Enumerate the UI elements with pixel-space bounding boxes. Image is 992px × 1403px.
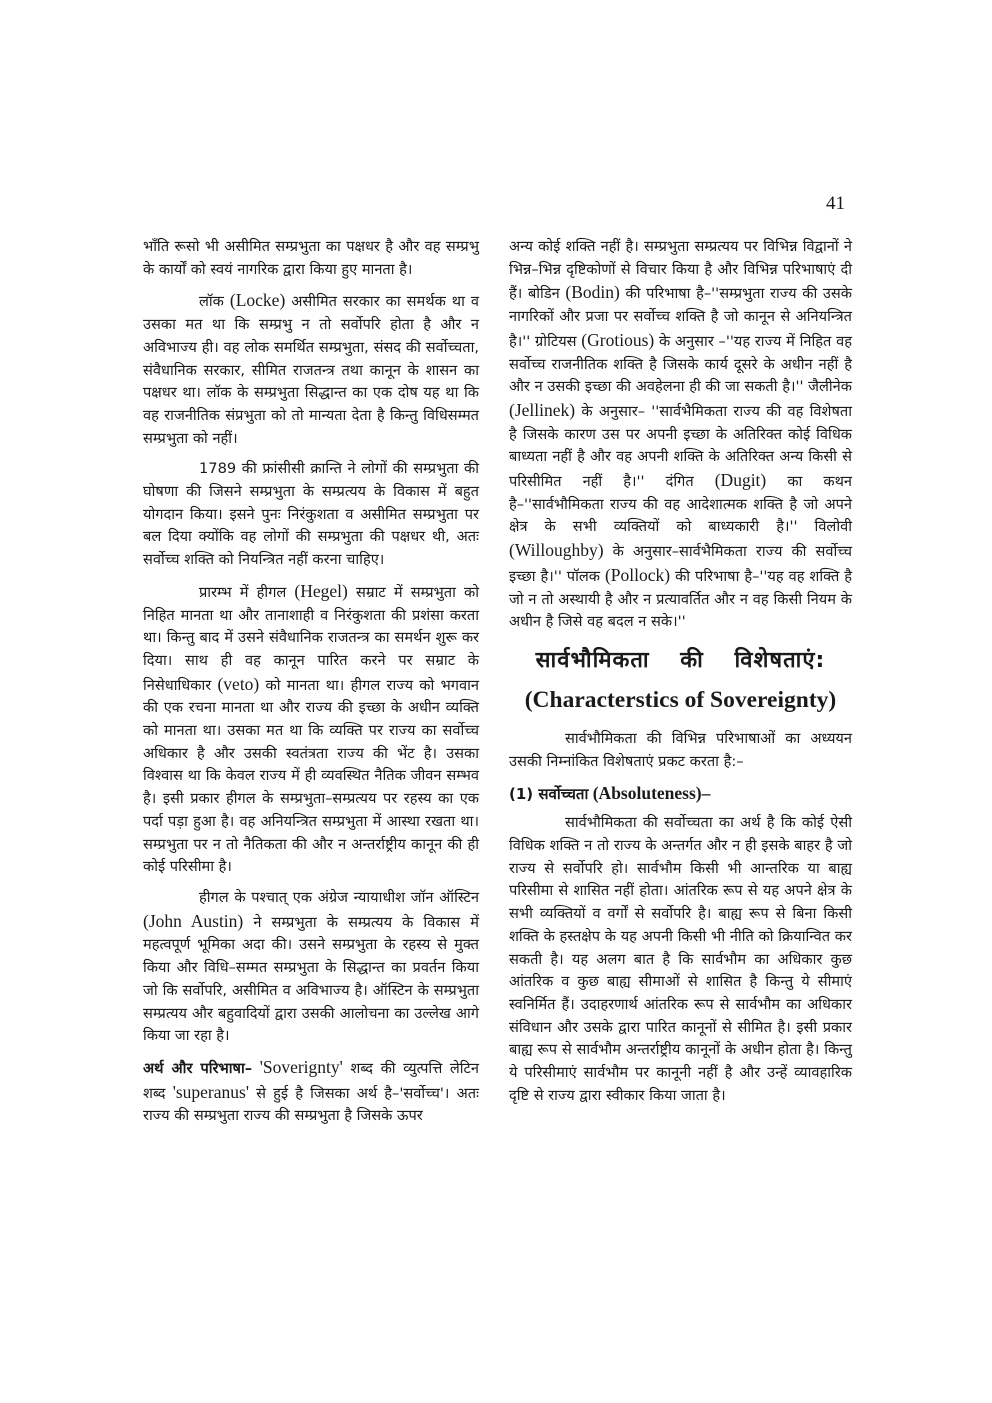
- paragraph-characteristics-intro: सार्वभौमिकता की विभिन्न परिभाषाओं का अध्ययन उसकी निम्नांकित विशेषताएं प्रकट करता है:–: [509, 729, 852, 770]
- latin-term: (Pollock): [604, 564, 671, 585]
- latin-term: (veto): [217, 673, 260, 694]
- latin-term: 'Soverignty': [259, 1056, 343, 1077]
- latin-term: (Dugit): [714, 470, 767, 491]
- page-number: 41: [826, 193, 845, 214]
- subheading-number: (1) सर्वोच्चता: [509, 785, 589, 804]
- subheading-absoluteness: [509, 781, 852, 806]
- subheading-english: (Absoluteness)–: [588, 783, 711, 804]
- paragraph-absoluteness: सार्वभौमिकता की सर्वोच्चता का अर्थ है कि कोई ऐसी विधिक शक्ति न तो राज्य के अन्तर्गत और न ही इसके बाहर है जो राज्य से सर्वोपरि हो। सार्वभौम किसी भी आन्तरिक या बाह्य परिसीमा से शासित नहीं होता। आंतरिक रूप से यह अपने क्षेत्र के सभी व्यक्तियों व वर्गों से सर्वोपरि है। बाह्य रूप से बिना किसी शक्ति के हस्तक्षेप के यह अपनी किसी भी नीति को क्रियान्वित कर सकती है। यह अलग बात है कि सार्वभौम का अधिकार कुछ आंतरिक व कुछ बाह्य सीमाओं से शासित है किन्तु ये सीमाएं स्वनिर्मित हैं। उदाहरणार्थ आंतरिक रूप से सार्वभौम का अधिकार संविधान और उसके द्वारा पारित कानूनों से सीमित है। इसी प्रकार बाह्य रूप से सार्वभौम अन्तर्राष्ट्रीय कानूनों के अधीन होता है। किन्तु ये परिसीमाएं सार्वभौम पर कानूनी नहीं है और उन्हें व्यावहारिक दृष्टि से राज्य द्वारा स्वीकार किया जाता है।: [509, 814, 852, 1104]
- definition-heading: अर्थ और परिभाषा–: [143, 1059, 253, 1077]
- latin-term: (Grotious): [581, 329, 655, 350]
- paragraph-austin: हीगल के पश्चात् एक अंग्रेज न्यायाधीश जॉन ऑस्टिन (John Austin) ने सम्प्रभुता के सम्प्रत्यय के विकास में महत्वपूर्ण भूमिका अदा की। उसने सम्प्रभुता के रहस्य से मुक्त किया और विधि–सम्मत सम्प्रभुता के सिद्धान्त का प्रवर्तन किया जो कि सर्वोपरि, असीमित व अविभाज्य है। ऑस्टिन के सम्प्रभुता सम्प्रत्यय और बहुवादियों द्वारा उसकी आलोचना का उल्लेख आगे किया जा रहा है।: [143, 888, 479, 1045]
- section-heading-english: (Characterstics of Sovereignty): [524, 686, 837, 713]
- right-column: [509, 236, 852, 1116]
- paragraph: भाँति रूसो भी असीमित सम्प्रभुता का पक्षधर है और वह सम्प्रभु के कार्यों को स्वयं नागरिक द्वारा किया हुए मानता है।: [143, 238, 479, 278]
- paragraph-locke: लॉक (Locke) असीमित सरकार का समर्थक था व उसका मत था कि सम्प्रभु न तो सर्वोपरि होता है और न अविभाज्य ही। वह लोक समर्थित सम्प्रभुता, संसद की सर्वोच्चता, संवैधानिक सरकार, सीमित राजतन्त्र तथा कानून के शासन का पक्षधर था। लॉक के सम्प्रभुता सिद्धान्त का एक दोष यह था कि वह राजनीतिक संप्रभुता को तो मान्यता देता है किन्तु विधिसम्मत सम्प्रभुता को नहीं।: [143, 290, 479, 447]
- paragraph-hegel: प्रारम्भ में हीगल (Hegel) सम्राट में सम्प्रभुता को निहित मानता था और तानाशाही व निरंकुशता की प्रशंसा करता था। किन्तु बाद में उसने संवैधानिक राजतन्त्र का समर्थन शुरू कर दिया। साथ ही वह कानून पारित करने पर सम्राट के निसेधाधिकार (veto) को मानता था। हीगल राज्य को भगवान की एक रचना मानता था और राज्य की इच्छा के अधीन व्यक्ति को मानता था। उसका मत था कि व्यक्ति पर राज्य का सर्वोच्च अधिकार है और उसकी स्वतंत्रता राज्य की भेंट है। उसका विश्वास था कि केवल राज्य में ही व्यवस्थित नैतिक जीवन सम्भव है। इसी प्रकार हीगल के सम्प्रभुता–सम्प्रत्यय पर रहस्य का एक पर्दा पड़ा हुआ है। वह अनियन्त्रित सम्प्रभुता में आस्था रखता था। सम्प्रभुता पर न तो नैतिकता की और न अन्तर्राष्ट्रीय कानून की ही कोई परिसीमा है।: [143, 580, 479, 876]
- left-column: [143, 236, 479, 1136]
- latin-term: (Willoughby): [509, 540, 604, 561]
- latin-term: 'superanus': [172, 1081, 249, 1102]
- latin-term: (John Austin): [143, 910, 244, 931]
- paragraph-definitions: अन्य कोई शक्ति नहीं है। सम्प्रभुता सम्प्रत्यय पर विभिन्न विद्वानों ने भिन्न–भिन्न दृष्टिकोणों से विचार किया है और विभिन्न परिभाषाएं दी हैं। बोडिन (Bodin) की परिभाषा है–''सम्प्रभुता राज्य की उसके नागरिकों और प्रजा पर सर्वोच्च शक्ति है जो कानून से अनियन्त्रित है।'' ग्रोटियस (Grotious) के अनुसार –''यह राज्य में निहित वह सर्वोच्च राजनीतिक शक्ति है जिसके कार्य दूसरे के अधीन नहीं है और न उसकी इच्छा की अवहेलना ही की जा सकती है।'' जैलीनेक (Jellinek) के अनुसार– ''सार्वभैमिकता राज्य की वह विशेषता है जिसके कारण उस पर अपनी इच्छा के अतिरिक्त कोई विधिक बाध्यता नहीं है और वह अपनी शक्ति के अतिरिक्त अन्य किसी से परिसीमित नहीं है।'' दंगित (Dugit) का कथन है–''सार्वभौमिकता राज्य की वह आदेशात्मक शक्ति है जो अपने क्षेत्र के सभी व्यक्तियों को बाध्यकारी है।'' विलोवी (Willoughby) के अनुसार–सार्वभैमिकता राज्य की सर्वोच्च इच्छा है।'' पॉलक (Pollock) की परिभाषा है–''यह वह शक्ति है जो न तो अस्थायी है और न प्रत्यावर्तित और न वह किसी नियम के अधीन है जिसे वह बदल न सके।'': [509, 238, 852, 631]
- latin-term: (Locke): [229, 290, 286, 311]
- latin-term: (Bodin): [565, 282, 620, 303]
- definition-text: 'Soverignty' शब्द की व्युत्पत्ति लेटिन शब्द 'superanus' से हुई है जिसका अर्थ है–'सर्वोच्च'। अतः राज्य की सम्प्रभुता राज्य की सम्प्रभुता है जिसके ऊपर: [143, 1056, 480, 1125]
- paragraph-french-revolution: 1789 की फ्रांसीसी क्रान्ति ने लोगों की सम्प्रभुता की घोषणा की जिसने सम्प्रभुता के सम्प्रत्यय के विकास में बहुत योगदान किया। इसने पुनः निरंकुशता व असीमित सम्प्रभुता पर बल दिया क्योंकि वह लोगों की सम्प्रभुता की पक्षधर थी, अतः सर्वोच्च शक्ति को नियन्त्रित नहीं करना चाहिए।: [143, 460, 479, 569]
- latin-term: (Hegel): [294, 580, 348, 601]
- paragraph-definition: [143, 1056, 479, 1128]
- latin-term: (Jellinek): [509, 399, 576, 420]
- section-heading-hindi: सार्वभौमिकता की विशेषताएं:: [535, 647, 826, 673]
